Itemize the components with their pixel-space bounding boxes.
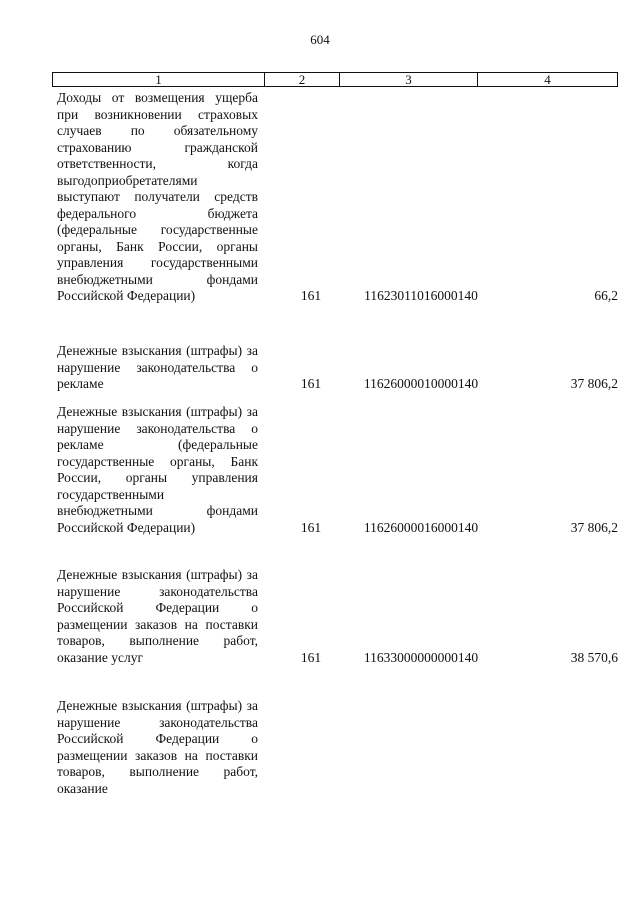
- header-col-4: 4: [544, 72, 551, 87]
- row-amount: 37 806,2: [570, 519, 618, 535]
- row-description: Денежные взыскания (штрафы) за нарушение законодательства о рекламе (федеральные государственные органы, Банк России, органы управления государственными внебюджетными фондами Российской Федерации): [57, 404, 258, 535]
- table-row: [57, 567, 620, 666]
- table-header: [52, 72, 618, 87]
- row-kbk-code: 11633000000000140: [363, 649, 479, 665]
- row-admin-code: 161: [300, 288, 322, 303]
- row-kbk-code: 11626000016000140: [363, 519, 479, 535]
- header-col-1: 1: [53, 73, 265, 86]
- row-amount: 38 570,6: [570, 649, 618, 665]
- row-amount: 66,2: [594, 288, 618, 303]
- row-kbk-code: 11626000010000140: [363, 376, 479, 391]
- table-row: [57, 343, 620, 393]
- row-admin-code: 161: [300, 649, 322, 665]
- row-amount: 37 806,2: [570, 376, 618, 391]
- row-description: Денежные взыскания (штрафы) за нарушение законодательства о рекламе: [57, 343, 258, 391]
- row-description: Денежные взыскания (штрафы) за нарушение законодательства Российской Федерации о размещении заказов на поставки товаров, выполнение работ, оказание услуг: [57, 567, 258, 665]
- table-row: [57, 404, 620, 536]
- row-description: Доходы от возмещения ущерба при возникновении страховых случаев по обязательному страхованию гражданской ответственности, когда выгодоприобретателями выступают получатели средств федерального бюджета (федеральные государственные органы, Банк России, органы управления государственными внебюджетными фондами Российской Федерации): [57, 90, 258, 303]
- row-admin-code: 161: [300, 519, 322, 535]
- table-row: [57, 698, 620, 797]
- header-col-3: 3: [340, 73, 478, 86]
- table-row: [57, 90, 620, 305]
- row-admin-code: 161: [300, 376, 322, 391]
- row-description: Денежные взыскания (штрафы) за нарушение законодательства Российской Федерации о размещении заказов на поставки товаров, выполнение работ, оказание: [57, 698, 258, 796]
- page-number: 604: [310, 32, 330, 47]
- row-kbk-code: 11623011016000140: [364, 288, 478, 303]
- header-col-2: 2: [265, 73, 340, 86]
